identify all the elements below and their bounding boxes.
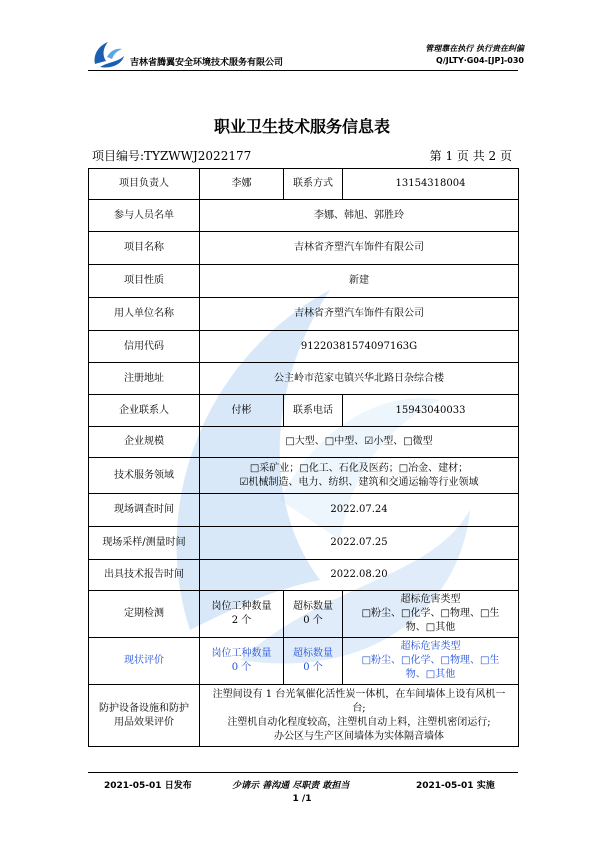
scale-value: □大型、□中型、☑小型、□微型 (200, 427, 519, 458)
periodic-exceed (284, 591, 343, 638)
status-eval-label: 现状评价 (89, 638, 200, 685)
header-divider (88, 70, 518, 71)
table-row (89, 395, 519, 427)
table-row (89, 363, 519, 395)
footer-implement-date: 2021-05-01 实施 (416, 781, 495, 791)
report-value: 2022.08.20 (200, 560, 519, 591)
table-row (89, 427, 519, 458)
table-row (89, 527, 519, 560)
table-row (89, 331, 519, 363)
project-name-value: 吉林省齐塑汽车饰件有限公司 (200, 232, 519, 265)
enterprise-contact-label: 企业联系人 (89, 395, 200, 427)
project-number: 项目编号:TYZWWJ2022177 (92, 149, 252, 163)
info-table (88, 168, 519, 747)
protection-label-line-2: 用品效果评价 (114, 716, 174, 728)
domain-line-2: ☑机械制造、电力、纺织、建筑和交通运输等行业领域 (239, 476, 479, 488)
project-name-label: 项目名称 (89, 232, 200, 265)
table-row (89, 232, 519, 265)
contact-label: 联系方式 (284, 169, 343, 200)
periodic-posts-label: 岗位工种数量 (211, 601, 272, 612)
header-company-name: 吉林省腾翼安全环境技术服务有限公司 (130, 58, 284, 68)
status-eval-posts-label: 岗位工种数量 (211, 648, 272, 659)
periodic-hazard-line-2: 物、□其他 (405, 622, 456, 633)
employer-value: 吉林省齐塑汽车饰件有限公司 (200, 298, 519, 331)
protection-value (200, 685, 519, 747)
table-row (89, 638, 519, 685)
survey-value: 2022.07.24 (200, 494, 519, 527)
table-row (89, 169, 519, 200)
status-eval-exceed-value: 0 个 (303, 662, 323, 673)
table-row (89, 458, 519, 494)
periodic-exceed-value: 0 个 (303, 615, 323, 626)
members-value: 李娜、韩旭、郭胜玲 (200, 200, 519, 232)
status-eval-posts (200, 638, 284, 685)
status-eval-exceed-label: 超标数量 (293, 648, 333, 659)
sampling-value: 2022.07.25 (200, 527, 519, 560)
periodic-hazard (343, 591, 519, 638)
protection-line-1: 注塑间设有 1 台光氧催化活性炭一体机，在车间墙体上设有风机一 (212, 688, 506, 700)
sampling-label: 现场采样/测量时间 (89, 527, 200, 560)
table-row (89, 298, 519, 331)
manager-value: 李娜 (200, 169, 284, 200)
footer-publish-date: 2021-05-01 日发布 (104, 781, 192, 791)
protection-line-2: 台; (352, 702, 366, 714)
enterprise-contact-value: 付彬 (200, 395, 284, 427)
address-label: 注册地址 (89, 363, 200, 395)
table-row (89, 591, 519, 638)
table-row (89, 685, 519, 747)
footer-slogan: 少请示 善沟通 尽职责 敢担当 (232, 781, 350, 791)
report-label: 出具技术报告时间 (89, 560, 200, 591)
credit-value: 91220381574097163G (200, 331, 519, 363)
header-motto: 管理靠在执行 执行贵在纠偏 (425, 44, 524, 53)
status-eval-posts-value: 0 个 (231, 662, 252, 673)
protection-label (89, 685, 200, 747)
manager-label: 项目负责人 (89, 169, 200, 200)
status-eval-hazard (343, 638, 519, 685)
document-title: 职业卫生技术服务信息表 (213, 117, 390, 136)
contact-value: 13154318004 (343, 169, 519, 200)
domain-value (200, 458, 519, 494)
credit-label: 信用代码 (89, 331, 200, 363)
periodic-label: 定期检测 (89, 591, 200, 638)
domain-line-1: □采矿业；□化工、石化及医药；□冶金、建材； (249, 462, 469, 474)
periodic-exceed-label: 超标数量 (293, 601, 333, 612)
table-row (89, 494, 519, 527)
periodic-posts (200, 591, 284, 638)
protection-label-line-1: 防护设备设施和防护 (99, 702, 189, 714)
periodic-hazard-title: 超标危害类型 (400, 594, 461, 605)
domain-label: 技术服务领域 (89, 458, 200, 494)
scale-label: 企业规模 (89, 427, 200, 458)
table-row (89, 200, 519, 232)
status-eval-exceed (284, 638, 343, 685)
periodic-posts-value: 2 个 (231, 615, 252, 626)
phone-value: 15943040033 (343, 395, 519, 427)
status-eval-hazard-line-2: 物、□其他 (405, 669, 456, 680)
address-value: 公主岭市范家屯镇兴华北路日杂综合楼 (200, 363, 519, 395)
protection-line-3: 注塑机自动化程度较高，注塑机自动上料，注塑机密闭运行; (227, 716, 491, 728)
footer-page-number: 1 /1 (292, 794, 312, 804)
members-label: 参与人员名单 (89, 200, 200, 232)
status-eval-hazard-line-1: □粉尘、□化学、□物理、□生 (361, 655, 500, 666)
header-doc-code: Q/JLTY·G04-[JP]-030 (436, 56, 524, 65)
company-logo-icon (92, 40, 126, 68)
periodic-hazard-line-1: □粉尘、□化学、□物理、□生 (361, 608, 500, 619)
project-nature-value: 新建 (200, 265, 519, 298)
phone-label: 联系电话 (284, 395, 343, 427)
table-row (89, 560, 519, 591)
page-info: 第 1 页 共 2 页 (429, 149, 512, 163)
project-nature-label: 项目性质 (89, 265, 200, 298)
employer-label: 用人单位名称 (89, 298, 200, 331)
protection-line-4: 办公区与生产区间墙体为实体隔音墙体 (274, 730, 444, 742)
status-eval-hazard-title: 超标危害类型 (400, 641, 461, 652)
footer-divider (88, 772, 518, 773)
table-row (89, 265, 519, 298)
survey-label: 现场调查时间 (89, 494, 200, 527)
